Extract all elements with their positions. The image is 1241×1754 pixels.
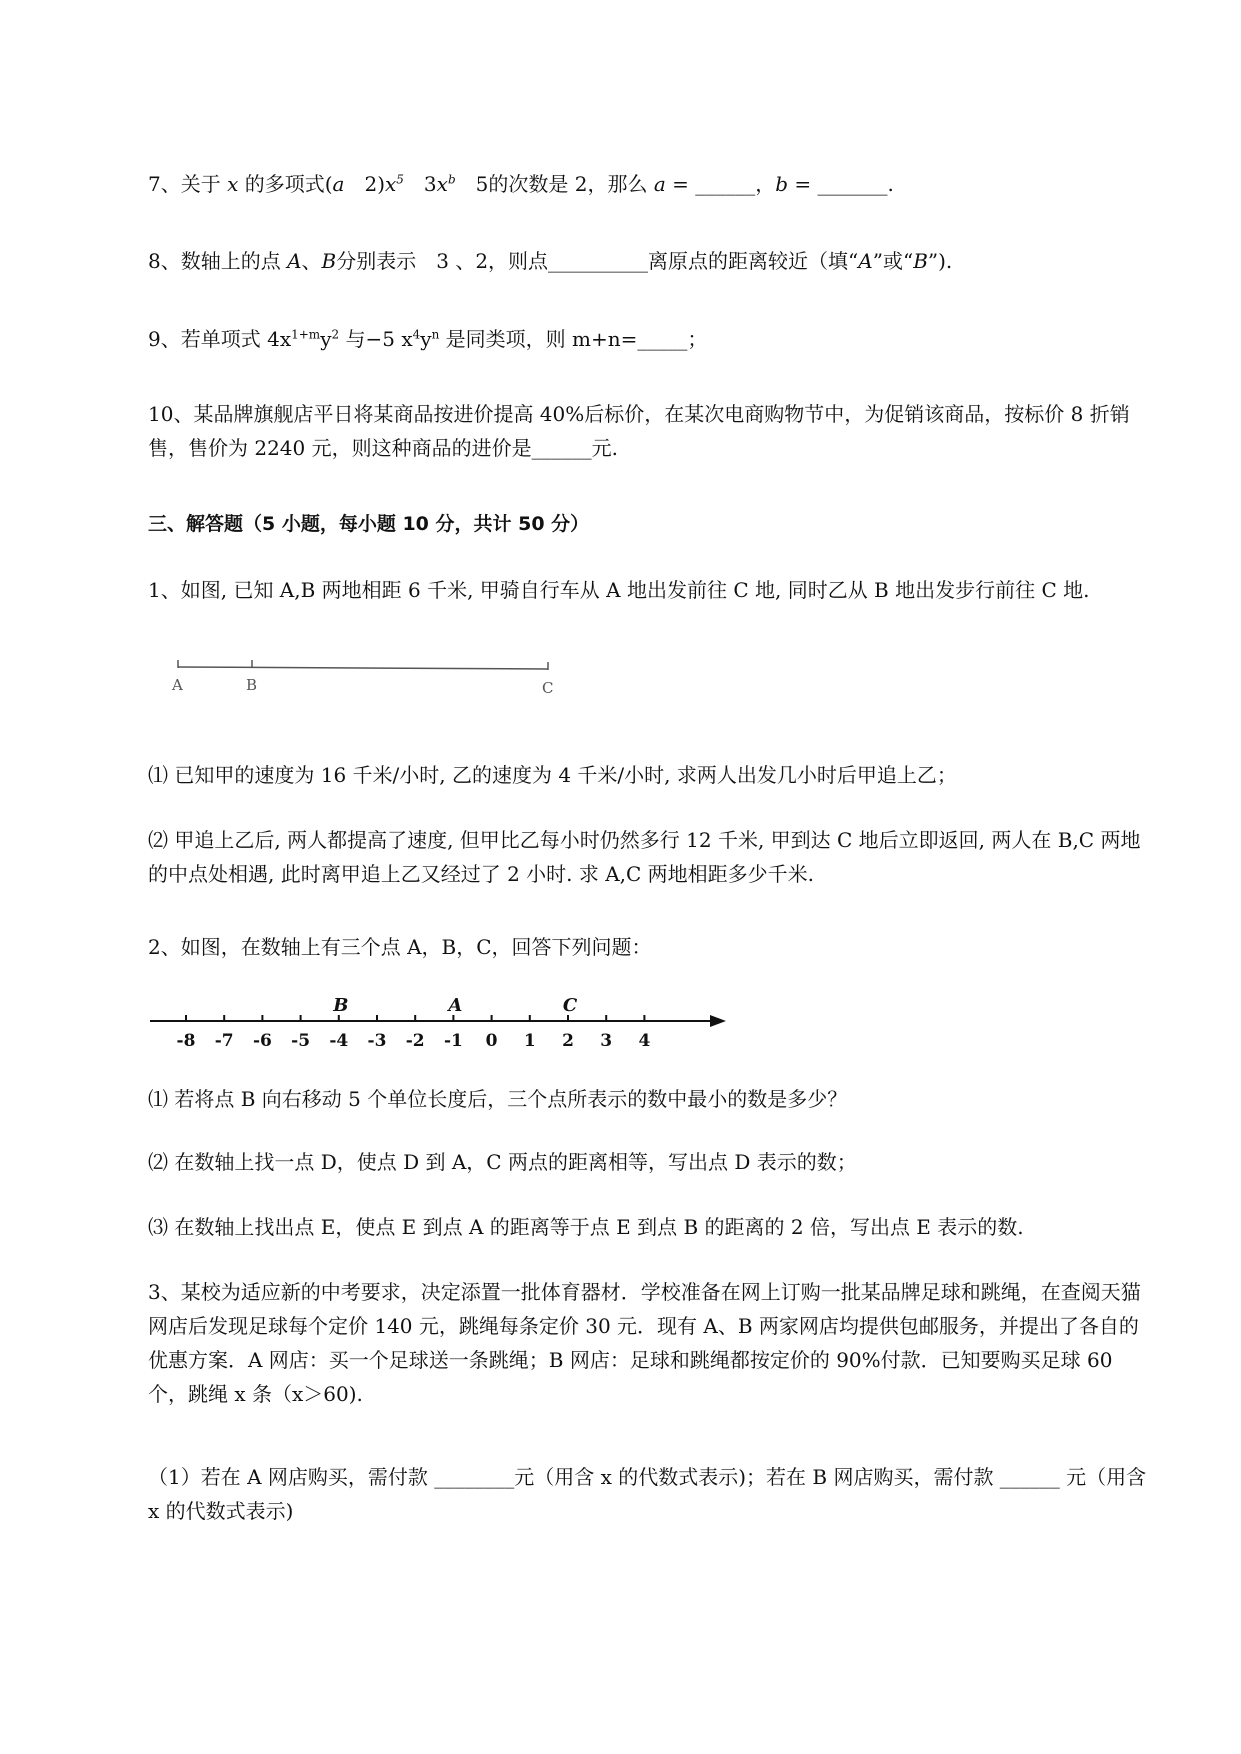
q9-number: 9、	[148, 327, 181, 351]
q7-number: 7、	[148, 172, 181, 196]
tick-label: 3	[600, 1031, 613, 1051]
tick-label: -4	[329, 1031, 349, 1051]
q10-number: 10、	[148, 402, 194, 426]
tick-label: 0	[485, 1031, 498, 1051]
segment-ac	[178, 667, 548, 669]
number-line-points	[332, 995, 578, 1016]
tick-label: -7	[214, 1031, 234, 1051]
question-7: 7、关于 x 的多项式(a $2)x^5$ $3x^b$ 5的次数是 2，那么 a = ______，b = _______.	[148, 172, 894, 196]
problem-1-part-2: ⑵ 甲追上乙后, 两人都提高了速度, 但甲比乙每小时仍然多行 12 千米, 甲到达 C 地后立即返回, 两人在 B,C 两地的中点处相遇, 此时离甲追上乙又经过了 2 小时. 求 A,C 两地相距多少千米.	[148, 828, 1141, 886]
problem-3-part-1: （1）若在 A 网店购买，需付款 ________元（用含 x 的代数式表示)；若在 B 网店购买，需付款 ______ 元（用含 x 的代数式表示)	[148, 1465, 1147, 1523]
problem-2-part-2: ⑵ 在数轴上找一点 D，使点 D 到 A，C 两点的距离相等，写出点 D 表示的数；	[148, 1150, 857, 1174]
section-3-title: 三、解答题（5 小题，每小题 10 分，共计 50 分）	[148, 513, 590, 535]
tick-label: 2	[562, 1031, 574, 1051]
problem-2-part-1: ⑴ 若将点 B 向右移动 5 个单位长度后，三个点所表示的数中最小的数是多少？	[148, 1087, 848, 1111]
problem-3-intro: 3、某校为适应新的中考要求，决定添置一批体育器材．学校准备在网上订购一批某品牌足球和跳绳，在查阅天猫网店后发现足球每个定价 140 元，跳绳每条定价 30 元．现有 A、B 两家网店均提供包邮服务，并提出了各自的优惠方案．A 网店：买一个足球送一条跳绳；B 网店：足球和跳绳都按定价的 90%付款．已知要购买足球 60 个，跳绳 x 条（x＞60).	[148, 1280, 1141, 1406]
problem-1-figure	[160, 650, 560, 700]
tick-label: -1	[443, 1031, 463, 1051]
tick-label: -2	[405, 1031, 425, 1051]
tick-label: -8	[176, 1031, 196, 1051]
point-label-a: A	[448, 995, 463, 1016]
tick-label: 1	[523, 1031, 536, 1051]
q8-number: 8、	[148, 249, 181, 273]
label-c: C	[542, 679, 554, 697]
problem-2-part-3: ⑶ 在数轴上找出点 E，使点 E 到点 A 的距离等于点 E 到点 B 的距离的 2 倍，写出点 E 表示的数.	[148, 1215, 1024, 1239]
tick-label: 4	[638, 1031, 651, 1051]
point-label-b: B	[333, 995, 349, 1016]
q10-text: 某品牌旗舰店平日将某商品按进价提高 40%后标价，在某次电商购物节中，为促销该商品，按标价 8 折销售，售价为 2240 元，则这种商品的进价是______元.	[148, 402, 1130, 460]
problem-2-intro: 2、如图，在数轴上有三个点 A，B，C，回答下列问题：	[148, 935, 652, 959]
question-10	[148, 397, 1148, 465]
question-8: 8、数轴上的点 A、B分别表示 3 、2，则点__________离原点的距离较近（填“A”或“B”).	[148, 249, 953, 273]
number-line-arrow	[710, 1015, 726, 1027]
point-label-c: C	[562, 995, 578, 1016]
label-b: B	[246, 676, 258, 694]
question-9: 9、若单项式 $4x^{1+m}y^2$ 与−5 $x^4y^n$ 是同类项，则 m+n=_____；	[148, 327, 708, 351]
tick-label: -6	[252, 1031, 272, 1051]
number-line-figure	[148, 990, 738, 1060]
problem-1-intro: 1、如图, 已知 A,B 两地相距 6 千米, 甲骑自行车从 A 地出发前往 C 地, 同时乙从 B 地出发步行前往 C 地.	[148, 578, 1090, 602]
label-a: A	[172, 676, 183, 694]
problem-1-part-1: ⑴ 已知甲的速度为 16 千米/小时, 乙的速度为 4 千米/小时, 求两人出发几小时后甲追上乙；	[148, 763, 957, 787]
tick-label: -5	[291, 1031, 311, 1051]
tick-label: -3	[367, 1031, 387, 1051]
